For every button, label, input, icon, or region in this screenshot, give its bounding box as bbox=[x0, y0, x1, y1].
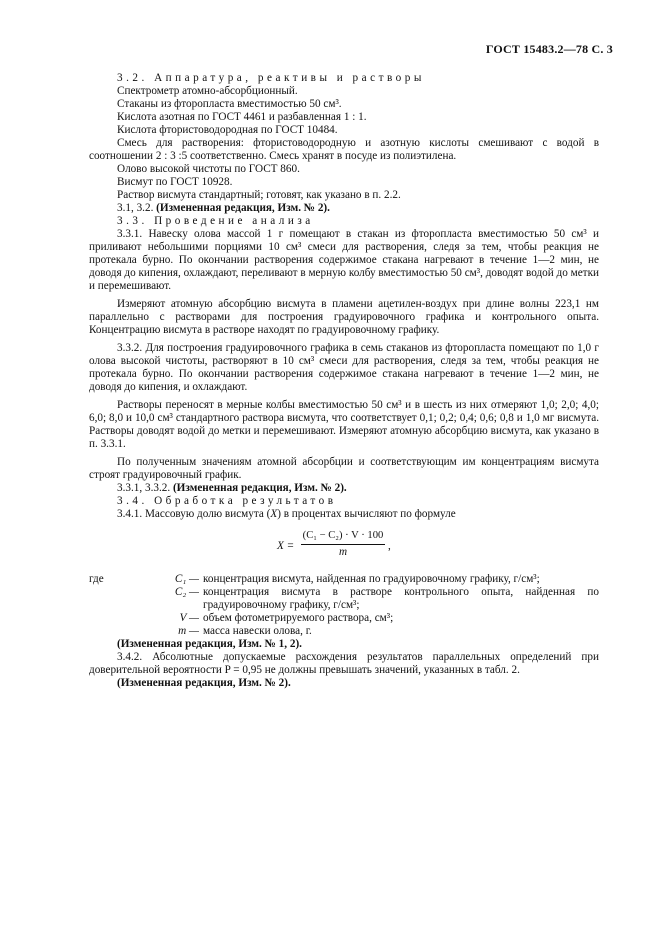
formula-lhs: X = bbox=[277, 540, 295, 552]
equipment-item: Висмут по ГОСТ 10928. bbox=[117, 176, 233, 188]
section-3-2-heading: 3.2. Аппаратура, реактивы и растворы bbox=[117, 72, 425, 84]
paragraph-3-3-1: 3.3.1. Навеску олова массой 1 г помещают в стакан из фторопласта вместимостью 50 см³ и приливают небольшими порциями 10 см³ смеси для растворения, следя за тем, чтобы реакция не протекала бурно. По окончании растворения содержимое стакана нагревают в течение 1—2 мин, не доводя до кипения, охлаждают, переливают в мерную колбу вместимостью 50 см³, доводят водой до метки и перемешивают. bbox=[89, 228, 599, 292]
paragraph-graph: По полученным значениям атомной абсорбции и соответствующим им концентрациям висмута строят градуировочный график. bbox=[89, 456, 599, 481]
formula-numerator: (C₁ − C₂) · V · 100 bbox=[302, 530, 384, 541]
equipment-item: Кислота фтористоводородная по ГОСТ 10484. bbox=[117, 124, 338, 136]
equipment-item: Спектрометр атомно-абсорбционный. bbox=[117, 85, 298, 97]
amendment-note bbox=[89, 638, 599, 651]
paragraph-solutions: Растворы переносят в мерные колбы вместимостью 50 см³ и в шесть из них отмеряют 1,0; 2,0; 4,0; 6,0; 8,0 и 10,0 см³ стандартного раствора висмута, что соответствует 0,1; 0,2; 0,4; 0,6; 0,8 и 1,0 мг висмута. Растворы доводят водой до метки и перемешивают. Измеряют атомную абсорбцию висмута, как указано в п. 3.3.1. bbox=[89, 399, 599, 450]
formula-fraction bbox=[301, 529, 385, 559]
paragraph-absorption: Измеряют атомную абсорбцию висмута в пламени ацетилен-воздух при длине волны 223,1 нм параллельно с растворами для построения градуировочного графика и контрольного опыта. Концентрацию висмута в растворе находят по градуировочному графику. bbox=[89, 298, 599, 336]
amendment-text: (Измененная редакция, Изм. № 1, 2). bbox=[117, 638, 302, 650]
amendment-note bbox=[89, 677, 599, 690]
fraction-bar bbox=[301, 544, 385, 545]
formula bbox=[89, 527, 599, 567]
paragraph-3-3-2: 3.3.2. Для построения градуировочного графика в семь стаканов из фторопласта помещают по 1,0 г олова высокой чистоты, растворяют в 10 см³ смеси для растворения, следя за тем, чтобы реакция не протекала бурно. По окончании растворения содержимое стакана нагревают в течение 1—2 мин, не доводя до кипения, и охлаждают. bbox=[89, 342, 599, 393]
amendment-ref: 3.3.1, 3.3.2. bbox=[117, 482, 171, 494]
equipment-item: Кислота азотная по ГОСТ 4461 и разбавленная 1 : 1. bbox=[117, 111, 367, 123]
definition-symbol: C₁ — bbox=[174, 573, 199, 585]
definition-row bbox=[89, 612, 599, 625]
definition-row bbox=[89, 586, 599, 612]
document-body bbox=[89, 72, 599, 690]
definition-text: масса навески олова, г. bbox=[203, 625, 312, 637]
where-label: где bbox=[89, 573, 104, 585]
equipment-item: Олово высокой чистоты по ГОСТ 860. bbox=[117, 163, 300, 175]
equipment-item: Раствор висмута стандартный; готовят, как указано в п. 2.2. bbox=[117, 189, 401, 201]
amendment-text: (Измененная редакция, Изм. № 2). bbox=[117, 677, 291, 689]
definition-text: концентрация висмута, найденная по градуировочному графику, г/см³; bbox=[203, 573, 540, 585]
section-3-4-heading: 3.4. Обработка результатов bbox=[117, 495, 337, 507]
amendment-ref: 3.1, 3.2. bbox=[117, 202, 154, 214]
variable-definitions bbox=[89, 573, 599, 638]
definition-text: концентрация висмута в растворе контрольного опыта, найденная по градуировочному графику, г/см³; bbox=[203, 586, 599, 611]
equipment-item: Смесь для растворения: фтористоводородную и азотную кислоты смешивают с водой в соотношении 2 : 3 :5 соответственно. Смесь хранят в посуде из полиэтилена. bbox=[89, 137, 599, 162]
definition-symbol: V — bbox=[179, 612, 199, 624]
formula-comma: , bbox=[388, 540, 391, 552]
amendment-note bbox=[89, 482, 599, 495]
amendment-text: (Измененная редакция, Изм. № 2). bbox=[172, 482, 347, 494]
paragraph-3-4-1: 3.4.1. Массовую долю висмута (X) в процентах вычисляют по формуле bbox=[117, 508, 456, 520]
definition-symbol: m — bbox=[178, 625, 199, 637]
amendment-text: (Измененная редакция, Изм. № 2). bbox=[156, 202, 330, 214]
definition-symbol: C₂ — bbox=[174, 586, 199, 598]
page-header: ГОСТ 15483.2—78 С. 3 bbox=[485, 42, 613, 56]
paragraph-3-4-2: 3.4.2. Абсолютные допускаемые расхождения результатов параллельных определений при доверительной вероятности P = 0,95 не должны превышать значений, указанных в табл. 2. bbox=[89, 651, 599, 676]
definition-row bbox=[89, 573, 599, 586]
formula-denominator: m bbox=[338, 546, 348, 558]
definition-row bbox=[89, 625, 599, 638]
section-3-3-heading: 3.3. Проведение анализа bbox=[117, 215, 314, 227]
amendment-note bbox=[89, 202, 599, 215]
definition-text: объем фотометрируемого раствора, см³; bbox=[203, 612, 394, 624]
equipment-item: Стаканы из фторопласта вместимостью 50 см³. bbox=[117, 98, 342, 110]
